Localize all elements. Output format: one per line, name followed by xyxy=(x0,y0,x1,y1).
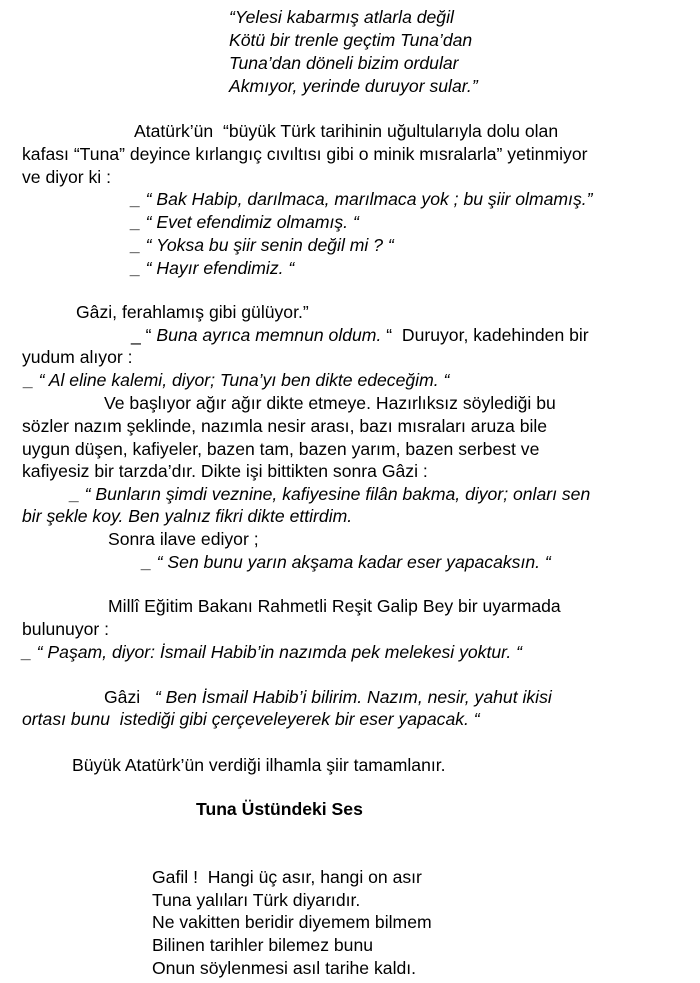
dialog-line: _ “ Bunların şimdi veznine, kafiyesine filân bakma, diyor; onları sen xyxy=(70,484,591,504)
poem-top-line: Tuna’dan döneli bizim ordular xyxy=(229,53,459,73)
quote-text: Buna ayrıca memnun oldum. xyxy=(156,325,382,345)
dialog-line: bir şekle koy. Ben yalnız fikri dikte ettirdim. xyxy=(22,506,353,526)
poem-bottom-line: Bilinen tarihler bilemez bunu xyxy=(152,935,374,955)
paragraph-line: Büyük Atatürk’ün verdiği ilhamla şiir tamamlanır. xyxy=(72,755,446,775)
poem-bottom-line: Tuna yalıları Türk diyarıdır. xyxy=(152,890,361,910)
paragraph-line: bulunuyor : xyxy=(22,619,110,639)
poem-bottom-line: Gafil ! Hangi üç asır, hangi on asır xyxy=(152,867,422,887)
dialog-dash: _ “ xyxy=(131,325,157,345)
poem-top-line: “Yelesi kabarmış atlarla değil xyxy=(229,7,454,27)
paragraph-line: yudum alıyor : xyxy=(22,347,133,367)
poem-bottom-line: Ne vakitten beridir diyemem bilmem xyxy=(152,912,432,932)
paragraph-line: sözler nazım şeklinde, nazımla nesir arası, bazı mısraları aruza bile xyxy=(22,416,548,436)
dialog-line: _ “ Bak Habip, darılmaca, marılmaca yok ; bu şiir olmamış.” xyxy=(131,189,593,209)
paragraph-line: Millî Eğitim Bakanı Rahmetli Reşit Galip Bey bir uyarmada xyxy=(108,596,561,616)
dialog-line: _ “ Paşam, diyor: İsmail Habib’in nazımda pek melekesi yoktur. “ xyxy=(22,642,522,662)
dialog-line: _ “ Al eline kalemi, diyor; Tuna’yı ben dikte edeceğim. “ xyxy=(24,370,450,390)
dialog-line: _ “ Sen bunu yarın akşama kadar eser yapacaksın. “ xyxy=(142,552,551,572)
poem-bottom-line: Onun söylenmesi asıl tarihe kaldı. xyxy=(152,958,417,978)
quote-text: “ Ben İsmail Habib’i bilirim. Nazım, nesir, yahut ikisi xyxy=(154,687,552,707)
paragraph-line: kafası “Tuna” deyince kırlangıç cıvıltısı gibi o minik mısralarla” yetinmiyor xyxy=(22,144,588,164)
paragraph-line xyxy=(104,686,552,708)
paragraph-line: Sonra ilave ediyor ; xyxy=(108,529,259,549)
paragraph-line: Gâzi, ferahlamış gibi gülüyor.” xyxy=(76,302,309,322)
dialog-line: _ “ Yoksa bu şiir senin değil mi ? “ xyxy=(131,235,394,255)
poem-top-line: Kötü bir trenle geçtim Tuna’dan xyxy=(229,30,473,50)
dialog-line: _ “ Evet efendimiz olmamış. “ xyxy=(131,212,359,232)
narration-text: Gâzi xyxy=(104,687,155,707)
paragraph-line xyxy=(131,324,589,346)
dialog-line: _ “ Hayır efendimiz. “ xyxy=(131,258,295,278)
paragraph-line: Ve başlıyor ağır ağır dikte etmeye. Hazırlıksız söylediği bu xyxy=(104,393,556,413)
paragraph-line: ve diyor ki : xyxy=(22,167,111,187)
narration-text: “ Duruyor, kadehinden bir xyxy=(381,325,589,345)
paragraph-line: Atatürk’ün “büyük Türk tarihinin uğultularıyla dolu olan xyxy=(134,121,559,141)
poem-heading: Tuna Üstündeki Ses xyxy=(196,799,363,819)
paragraph-line: kafiyesiz bir tarzda’dır. Dikte işi bittikten sonra Gâzi : xyxy=(22,461,428,481)
poem-top-line: Akmıyor, yerinde duruyor sular.” xyxy=(229,76,478,96)
quote-line: ortası bunu istediği gibi çerçeveleyerek bir eser yapacak. “ xyxy=(22,709,480,729)
paragraph-line: uygun düşen, kafiyeler, bazen tam, bazen yarım, bazen serbest ve xyxy=(22,439,540,459)
